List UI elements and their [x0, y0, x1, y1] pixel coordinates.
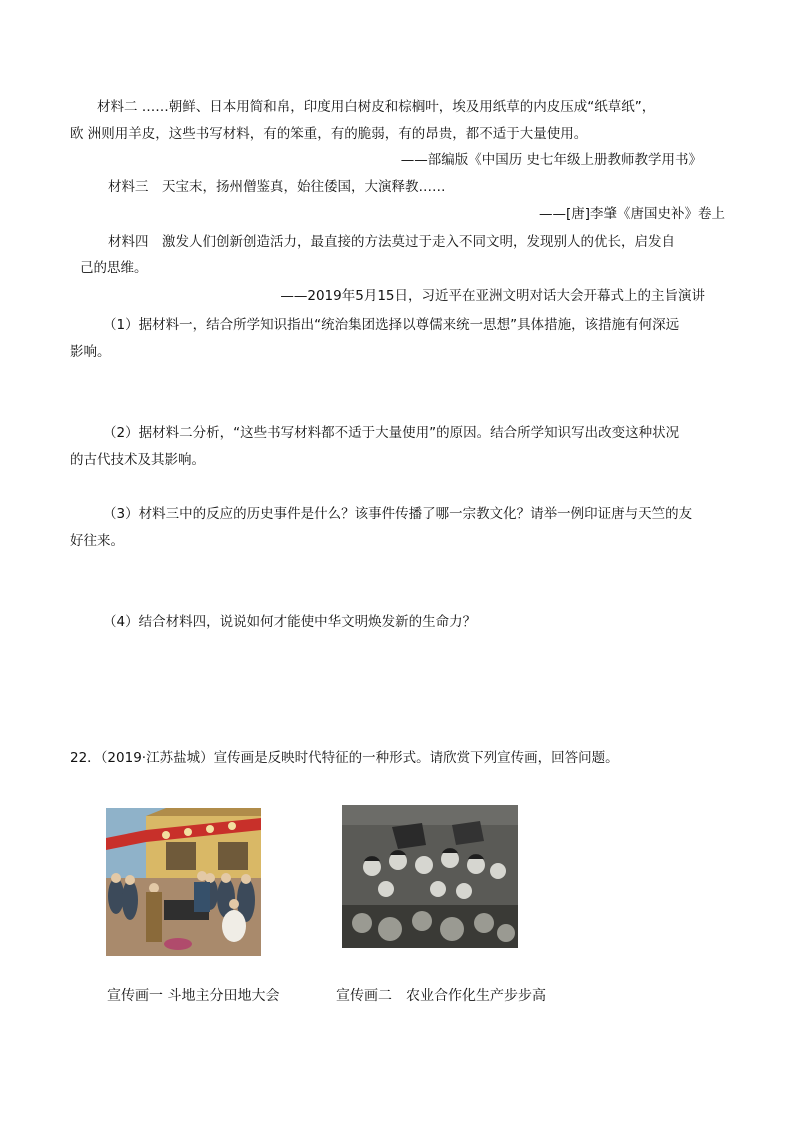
material3-source: ——[唐]李肇《唐国史补》卷上: [538, 206, 725, 222]
question-3-line1: （3）材料三中的反应的历史事件是什么？该事件传播了哪一宗教文化？请举一例印证唐与天竺的友: [103, 506, 693, 522]
poster1-caption: 宣传画一 斗地主分田地大会: [107, 988, 280, 1004]
material4-line2: 己的思维。: [80, 260, 148, 276]
poster2-caption: 宣传画二 农业合作化生产步步高: [336, 988, 546, 1004]
poster1-image: [106, 808, 261, 956]
material3-line1: 材料三 天宝末，扬州僧鉴真，始往倭国，大演释教……: [108, 179, 446, 195]
question-4-line1: （4）结合材料四，说说如何才能使中华文明焕发新的生命力？: [103, 614, 477, 630]
material2-source: ——部编版《中国历 史七年级上册教师教学用书》: [400, 152, 702, 168]
question-2-line1: （2）据材料二分析，“这些书写材料都不适于大量使用”的原因。结合所学知识写出改变这种状况: [103, 425, 680, 441]
material4-source: ——2019年5月15日，习近平在亚洲文明对话大会开幕式上的主旨演讲: [280, 288, 705, 304]
question-22-prompt: 22．（2019·江苏盐城）宣传画是反映时代特征的一种形式。请欣赏下列宣传画，回答问题。: [70, 750, 619, 766]
question-1-line2: 影响。: [70, 344, 111, 360]
question-3-line2: 好往来。: [70, 533, 124, 549]
material4-line1: 材料四 激发人们创新创造活力，最直接的方法莫过于走入不同文明，发现别人的优长，启发自: [108, 234, 675, 250]
question-1-line1: （1）据材料一，结合所学知识指出“统治集团选择以尊儒来统一思想”具体措施，该措施有何深远: [103, 317, 680, 333]
question-2-line2: 的古代技术及其影响。: [70, 452, 205, 468]
material2-line1: 材料二 ……朝鲜、日本用简和帛，印度用白树皮和棕榈叶，埃及用纸草的内皮压成“纸草纸”，: [97, 99, 656, 115]
material2-line2: 欧 洲则用羊皮，这些书写材料，有的笨重，有的脆弱，有的昂贵，都不适于大量使用。: [70, 126, 588, 142]
poster2-image: [342, 805, 518, 948]
